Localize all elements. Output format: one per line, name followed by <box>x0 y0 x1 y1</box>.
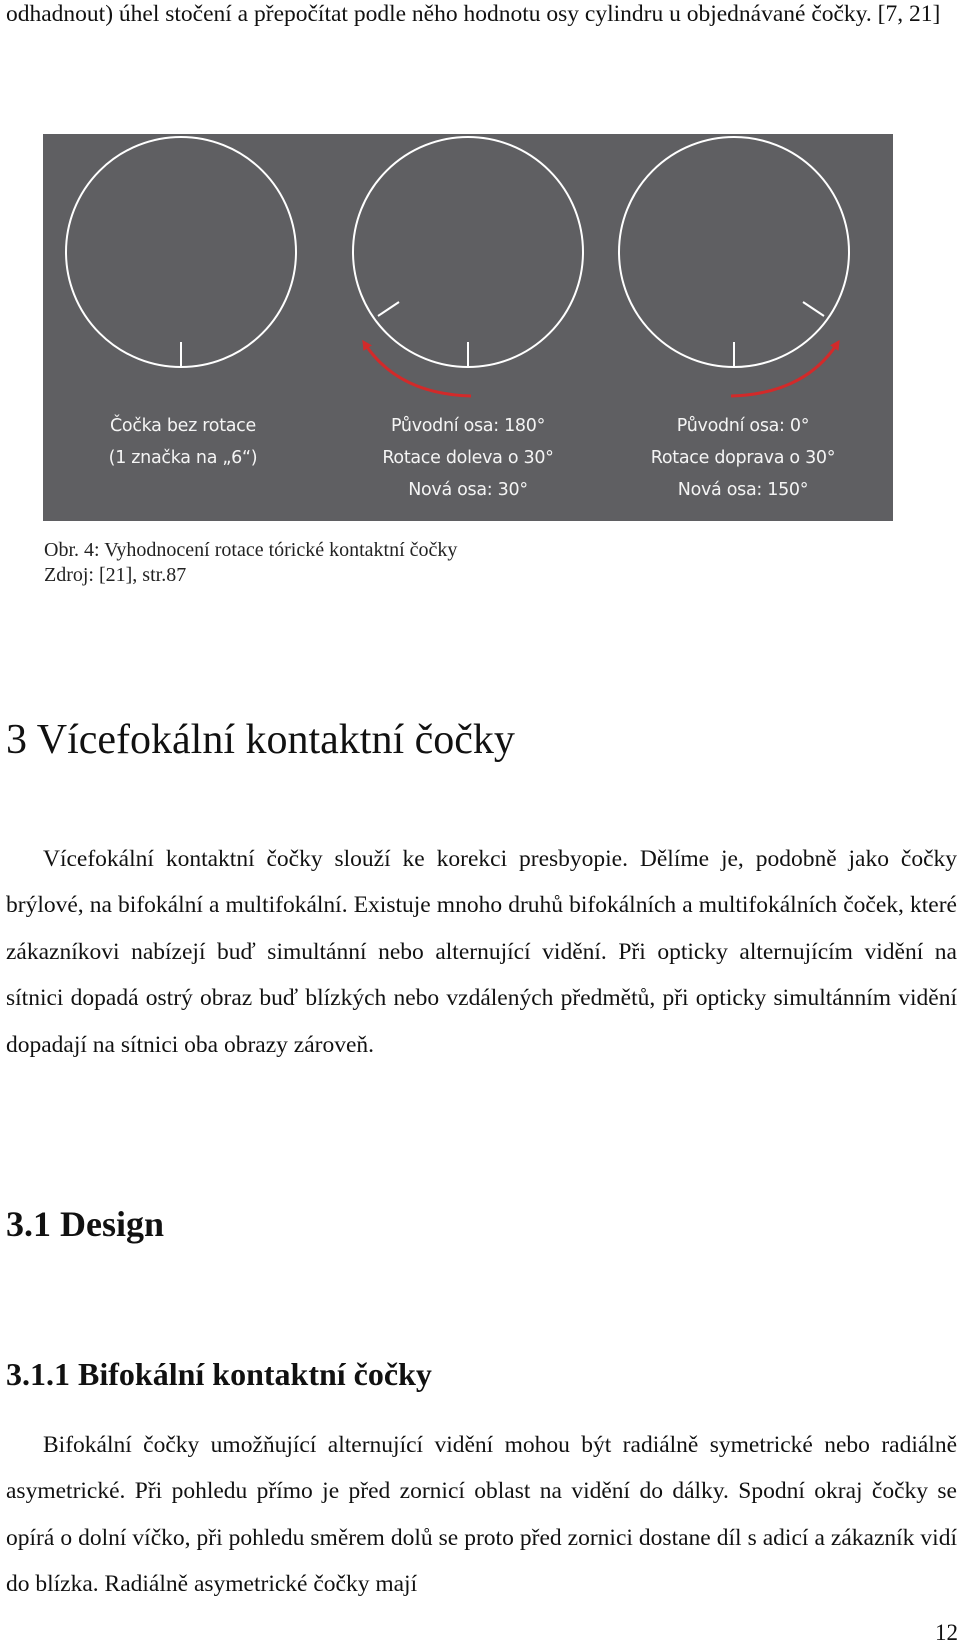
rotation-left-arrow <box>365 344 471 396</box>
panel-label-line: Nová osa: 150° <box>677 480 809 500</box>
panel-label-line: Čočka bez rotace <box>110 416 256 436</box>
axis-mark-rotated <box>378 302 399 316</box>
lens-circle-right-rotation <box>619 137 849 367</box>
panel-label-line: Rotace doprava o 30° <box>650 448 836 468</box>
rotation-right-arrow <box>731 344 837 396</box>
body-paragraph: Vícefokální kontaktní čočky slouží ke korekci presbyopie. Dělíme je, podobně jako čočky brýlové, na bifokální a multifokální. Existuje mnoho druhů bifokálních a multifokálních čoček, které zákazníkovi nabízejí buď simultánní nebo alternující vidění. Při opticky alternujícím vidění na sítnici dopadá ostrý obraz buď blízkých nebo vzdálených předmětů, při opticky simultánním vidění dopadají na sítnici oba obrazy zároveň. <box>6 846 957 1058</box>
panel-label-line: (1 značka na „6“) <box>108 448 258 468</box>
page-number: 12 <box>935 1620 958 1645</box>
panel-label-left-rotation <box>328 410 608 506</box>
figure-caption: Obr. 4: Vyhodnocení rotace tórické kontaktní čočky <box>44 539 458 561</box>
body-paragraph: odhadnout) úhel stočení a přepočítat podle něho hodnotu osy cylindru u objednávané čočky. [7, 21] <box>6 1 941 27</box>
panel-label-line: Původní osa: 180° <box>390 416 546 436</box>
panel-label-no-rotation <box>43 410 323 474</box>
subsection-heading: 3.1 Design <box>6 1204 165 1244</box>
panel-label-line: Rotace doleva o 30° <box>382 448 554 468</box>
panel-label-right-rotation <box>603 410 883 506</box>
section-heading: 3 Vícefokální kontaktní čočky <box>6 717 515 763</box>
body-paragraph: Bifokální čočky umožňující alternující vidění mohou být radiálně symetrické nebo radiálně asymetrické. Při pohledu přímo je před zornicí oblast na vidění do dálky. Spodní okraj čočky se opírá o dolní víčko, při pohledu směrem dolů se proto před zornici dostane díl s adicí a zákazník vidí do blízka. Radiálně asymetrické čočky mají <box>6 1432 957 1598</box>
subsubsection-heading: 3.1.1 Bifokální kontaktní čočky <box>6 1356 432 1392</box>
lens-rotation-figure <box>43 134 893 521</box>
lens-circle-no-rotation <box>66 137 296 367</box>
panel-label-line: Původní osa: 0° <box>676 416 810 436</box>
figure-source: Zdroj: [21], str.87 <box>44 564 187 586</box>
axis-mark-rotated <box>803 302 824 316</box>
lens-circle-left-rotation <box>353 137 583 367</box>
panel-label-line: Nová osa: 30° <box>408 480 528 500</box>
